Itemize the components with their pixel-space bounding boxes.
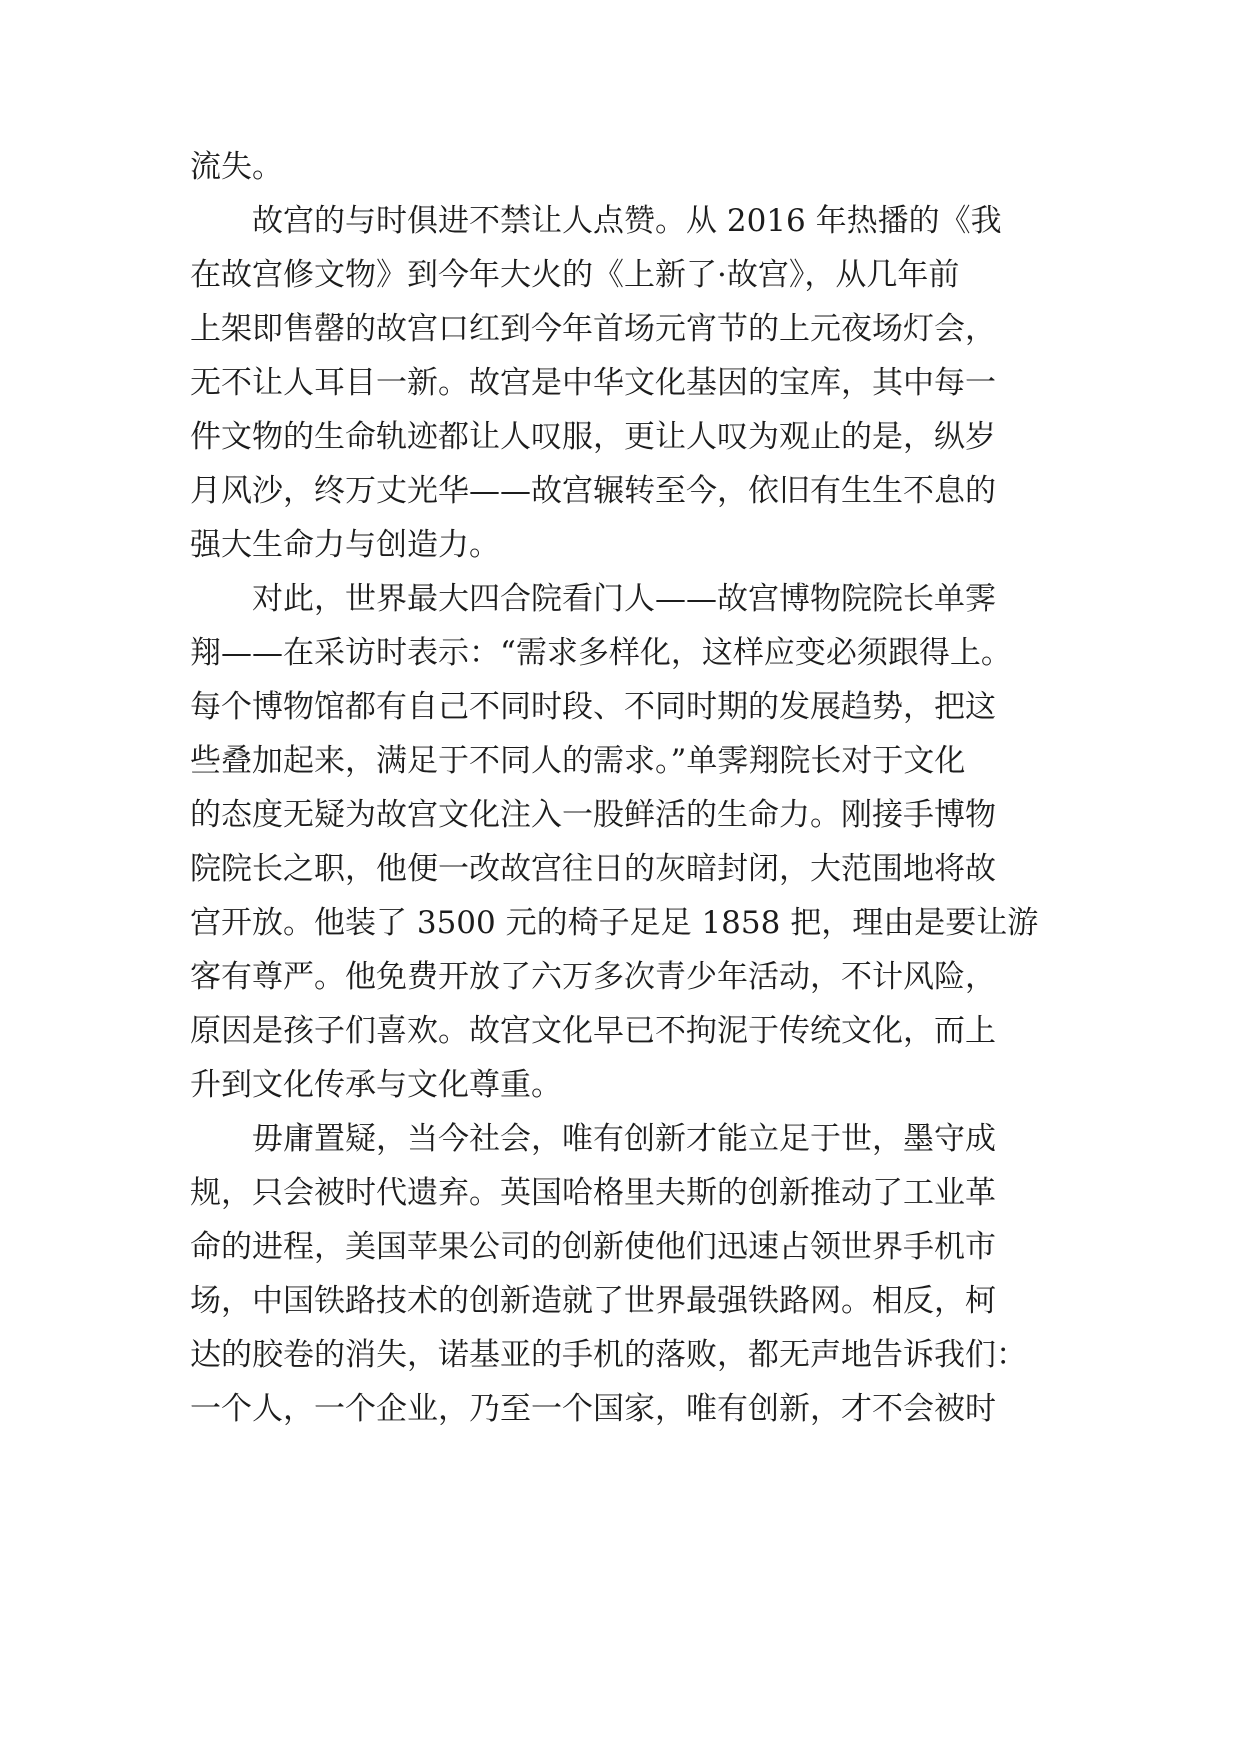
line-text: 规，只会被时代遗弃。英国哈格里夫斯的创新推动了工业革 bbox=[190, 1175, 996, 1211]
line-text: 院院长之职，他便一改故宫往日的灰暗封闭，大范围地将故 bbox=[190, 851, 996, 887]
line-text: 件文物的生命轨迹都让人叹服，更让人叹为观止的是，纵岁 bbox=[190, 419, 996, 455]
line-text: 流失。 bbox=[190, 149, 283, 185]
line-text: 毋庸置疑，当今社会，唯有创新才能立足于世，墨守成 bbox=[252, 1121, 996, 1157]
line-text: 翔——在采访时表示：“需求多样化，这样应变必须跟得上。 bbox=[190, 635, 1012, 671]
line-text: 些叠加起来，满足于不同人的需求。”单霁翔院长对于文化 bbox=[190, 743, 966, 779]
line-text: 客有尊严。他免费开放了六万多次青少年活动，不计风险， bbox=[190, 959, 996, 995]
line-text: 在故宫修文物》到今年大火的《上新了·故宫》，从几年前 bbox=[190, 257, 960, 293]
line-text: 升到文化传承与文化尊重。 bbox=[190, 1067, 562, 1103]
line-text: 宫开放。他装了 3500 元的椅子足足 1858 把，理由是要让游 bbox=[190, 905, 1039, 941]
line-text: 每个博物馆都有自己不同时段、不同时期的发展趋势，把这 bbox=[190, 689, 996, 725]
line-text: 强大生命力与创造力。 bbox=[190, 527, 500, 563]
line-text: 达的胶卷的消失，诺基亚的手机的落败，都无声地告诉我们： bbox=[190, 1337, 1027, 1373]
line-text: 场，中国铁路技术的创新造就了世界最强铁路网。相反，柯 bbox=[190, 1283, 996, 1319]
line-text: 月风沙，终万丈光华——故宫辗转至今，依旧有生生不息的 bbox=[190, 473, 996, 509]
line-text: 的态度无疑为故宫文化注入一股鲜活的生命力。刚接手博物 bbox=[190, 797, 996, 833]
line-text: 对此，世界最大四合院看门人——故宫博物院院长单霁 bbox=[252, 581, 996, 617]
line-text: 上架即售罄的故宫口红到今年首场元宵节的上元夜场灯会， bbox=[190, 311, 996, 347]
line-text: 命的进程，美国苹果公司的创新使他们迅速占领世界手机市 bbox=[190, 1229, 996, 1265]
text-line bbox=[0, 1374, 1241, 1444]
line-text: 原因是孩子们喜欢。故宫文化早已不拘泥于传统文化，而上 bbox=[190, 1013, 996, 1049]
line-text: 一个人，一个企业，乃至一个国家，唯有创新，才不会被时 bbox=[190, 1391, 996, 1427]
line-text: 故宫的与时俱进不禁让人点赞。从 2016 年热播的《我 bbox=[252, 203, 1002, 239]
line-text: 无不让人耳目一新。故宫是中华文化基因的宝库，其中每一 bbox=[190, 365, 996, 401]
